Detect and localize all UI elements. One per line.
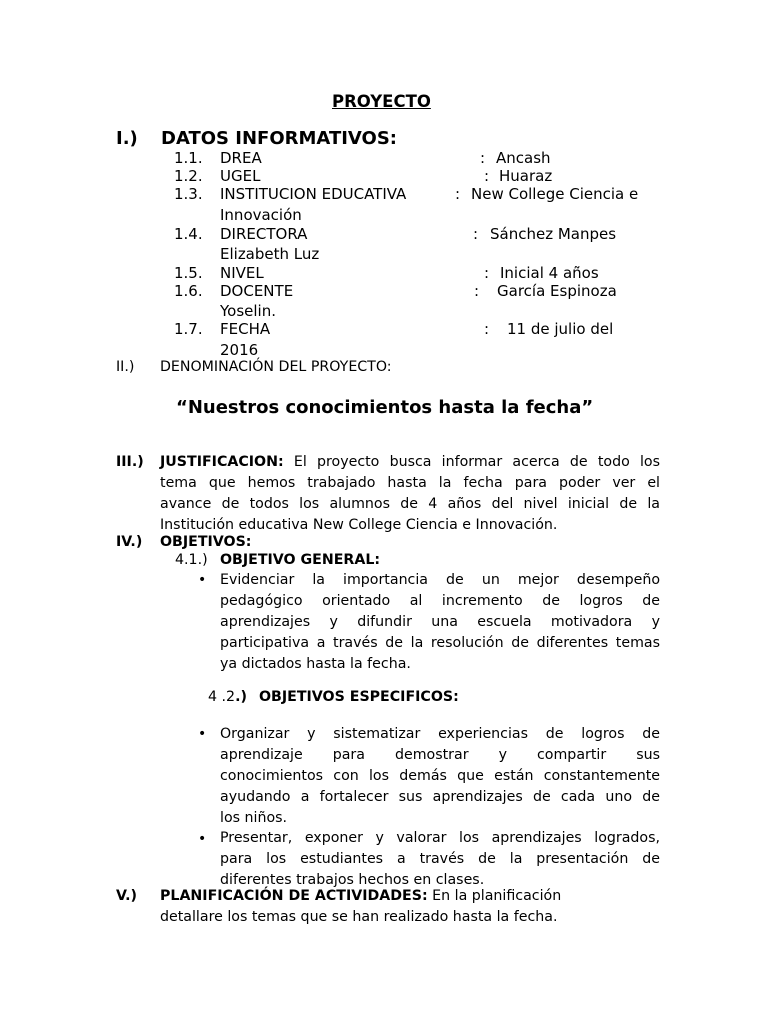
- paragraph-line: Institución educativa New College Ciencia e Innovación.: [160, 517, 558, 533]
- info-value-continued: Elizabeth Luz: [220, 245, 320, 263]
- paragraph-line: El proyecto busca informar acerca de todo los: [293, 454, 660, 470]
- info-value: Huaraz: [499, 167, 553, 185]
- subsection-heading: OBJETIVO GENERAL:: [220, 552, 381, 568]
- paragraph-line: conocimientos con los demás que están constantemente: [220, 768, 660, 784]
- info-label: DIRECTORA: [220, 225, 308, 243]
- section-heading: JUSTIFICACION:: [160, 454, 284, 470]
- paragraph-line: Evidenciar la importancia de un mejor desempeño: [220, 572, 660, 588]
- paragraph-line: avance de todos los alumnos de 4 años del nivel inicial de la: [160, 496, 660, 512]
- info-value: García Espinoza: [497, 282, 617, 300]
- specific-objective-bullet: [220, 828, 660, 891]
- paragraph-line: para los estudiantes a través de la presentación de: [220, 851, 660, 867]
- specific-objective-bullet: [220, 724, 660, 829]
- info-label: DREA: [220, 149, 262, 167]
- section-number: IV.): [116, 534, 143, 550]
- info-label: NIVEL: [220, 264, 264, 282]
- info-number: 1.4.: [174, 225, 203, 243]
- page-title: PROYECTO: [332, 92, 431, 111]
- paragraph-line: los niños.: [220, 810, 288, 826]
- info-separator: :: [480, 149, 486, 167]
- section-number: I.): [116, 128, 138, 149]
- info-separator: :: [484, 167, 490, 185]
- info-separator: :: [484, 320, 490, 338]
- info-number: 1.7.: [174, 320, 203, 338]
- info-value-continued: 2016: [220, 341, 259, 359]
- section-heading: OBJETIVOS:: [160, 534, 252, 550]
- subsection-number: [208, 689, 247, 705]
- info-value: New College Ciencia e: [471, 185, 639, 203]
- subsection-number-part: 4 .2: [208, 689, 236, 705]
- info-value-continued: Innovación: [220, 206, 302, 224]
- bullet-icon: •: [198, 831, 207, 847]
- bullet-icon: •: [198, 572, 207, 588]
- subsection-heading: OBJETIVOS ESPECIFICOS:: [259, 689, 459, 705]
- paragraph-line: ya dictados hasta la fecha.: [220, 656, 411, 672]
- info-label: INSTITUCION EDUCATIVA: [220, 185, 407, 203]
- section-heading: DENOMINACIÓN DEL PROYECTO:: [160, 359, 392, 375]
- section-heading: DATOS INFORMATIVOS:: [161, 128, 398, 149]
- info-separator: :: [474, 282, 480, 300]
- section-number: V.): [116, 888, 138, 904]
- info-number: 1.2.: [174, 167, 203, 185]
- planning-paragraph: [160, 888, 561, 904]
- project-name: “Nuestros conocimientos hasta la fecha”: [176, 397, 594, 418]
- paragraph-line: En la planificación: [432, 888, 562, 904]
- paragraph-line: aprendizaje para demostrar y compartir sus: [220, 747, 660, 763]
- paragraph-line: ayudando a fortalecer sus aprendizajes de cada uno de: [220, 789, 660, 805]
- info-label: UGEL: [220, 167, 261, 185]
- info-number: 1.5.: [174, 264, 203, 282]
- info-value: Ancash: [496, 149, 551, 167]
- info-value: Inicial 4 años: [500, 264, 599, 282]
- info-label: FECHA: [220, 320, 271, 338]
- subsection-number: 4.1.): [175, 552, 208, 568]
- info-label: DOCENTE: [220, 282, 294, 300]
- paragraph-line: diferentes trabajos hechos en clases.: [220, 872, 485, 888]
- info-separator: :: [484, 264, 490, 282]
- justification-paragraph: [160, 452, 660, 536]
- bullet-icon: •: [198, 726, 207, 742]
- info-value-continued: Yoselin.: [220, 302, 277, 320]
- general-objective-bullet: [220, 570, 660, 675]
- info-value: Sánchez Manpes: [490, 225, 617, 243]
- info-number: 1.6.: [174, 282, 203, 300]
- paragraph-line: Organizar y sistematizar experiencias de logros de: [220, 726, 660, 742]
- paragraph-line: tema que hemos trabajado hasta la fecha para poder ver el: [160, 475, 660, 491]
- subsection-number-part: .): [235, 689, 247, 705]
- paragraph-line: participativa a través de la resolución de diferentes temas: [220, 635, 660, 651]
- info-number: 1.3.: [174, 185, 203, 203]
- section-number: III.): [116, 454, 144, 470]
- section-heading: PLANIFICACIÓN DE ACTIVIDADES:: [160, 888, 428, 904]
- info-separator: :: [455, 185, 461, 203]
- info-number: 1.1.: [174, 149, 203, 167]
- paragraph-line: aprendizajes y difundir una escuela motivadora y: [220, 614, 660, 630]
- info-value: 11 de julio del: [507, 320, 614, 338]
- paragraph-line: detallare los temas que se han realizado hasta la fecha.: [160, 909, 558, 925]
- paragraph-line: Presentar, exponer y valorar los aprendizajes logrados,: [220, 830, 660, 846]
- info-separator: :: [473, 225, 479, 243]
- paragraph-line: pedagógico orientado al incremento de logros de: [220, 593, 660, 609]
- section-number: II.): [116, 359, 135, 375]
